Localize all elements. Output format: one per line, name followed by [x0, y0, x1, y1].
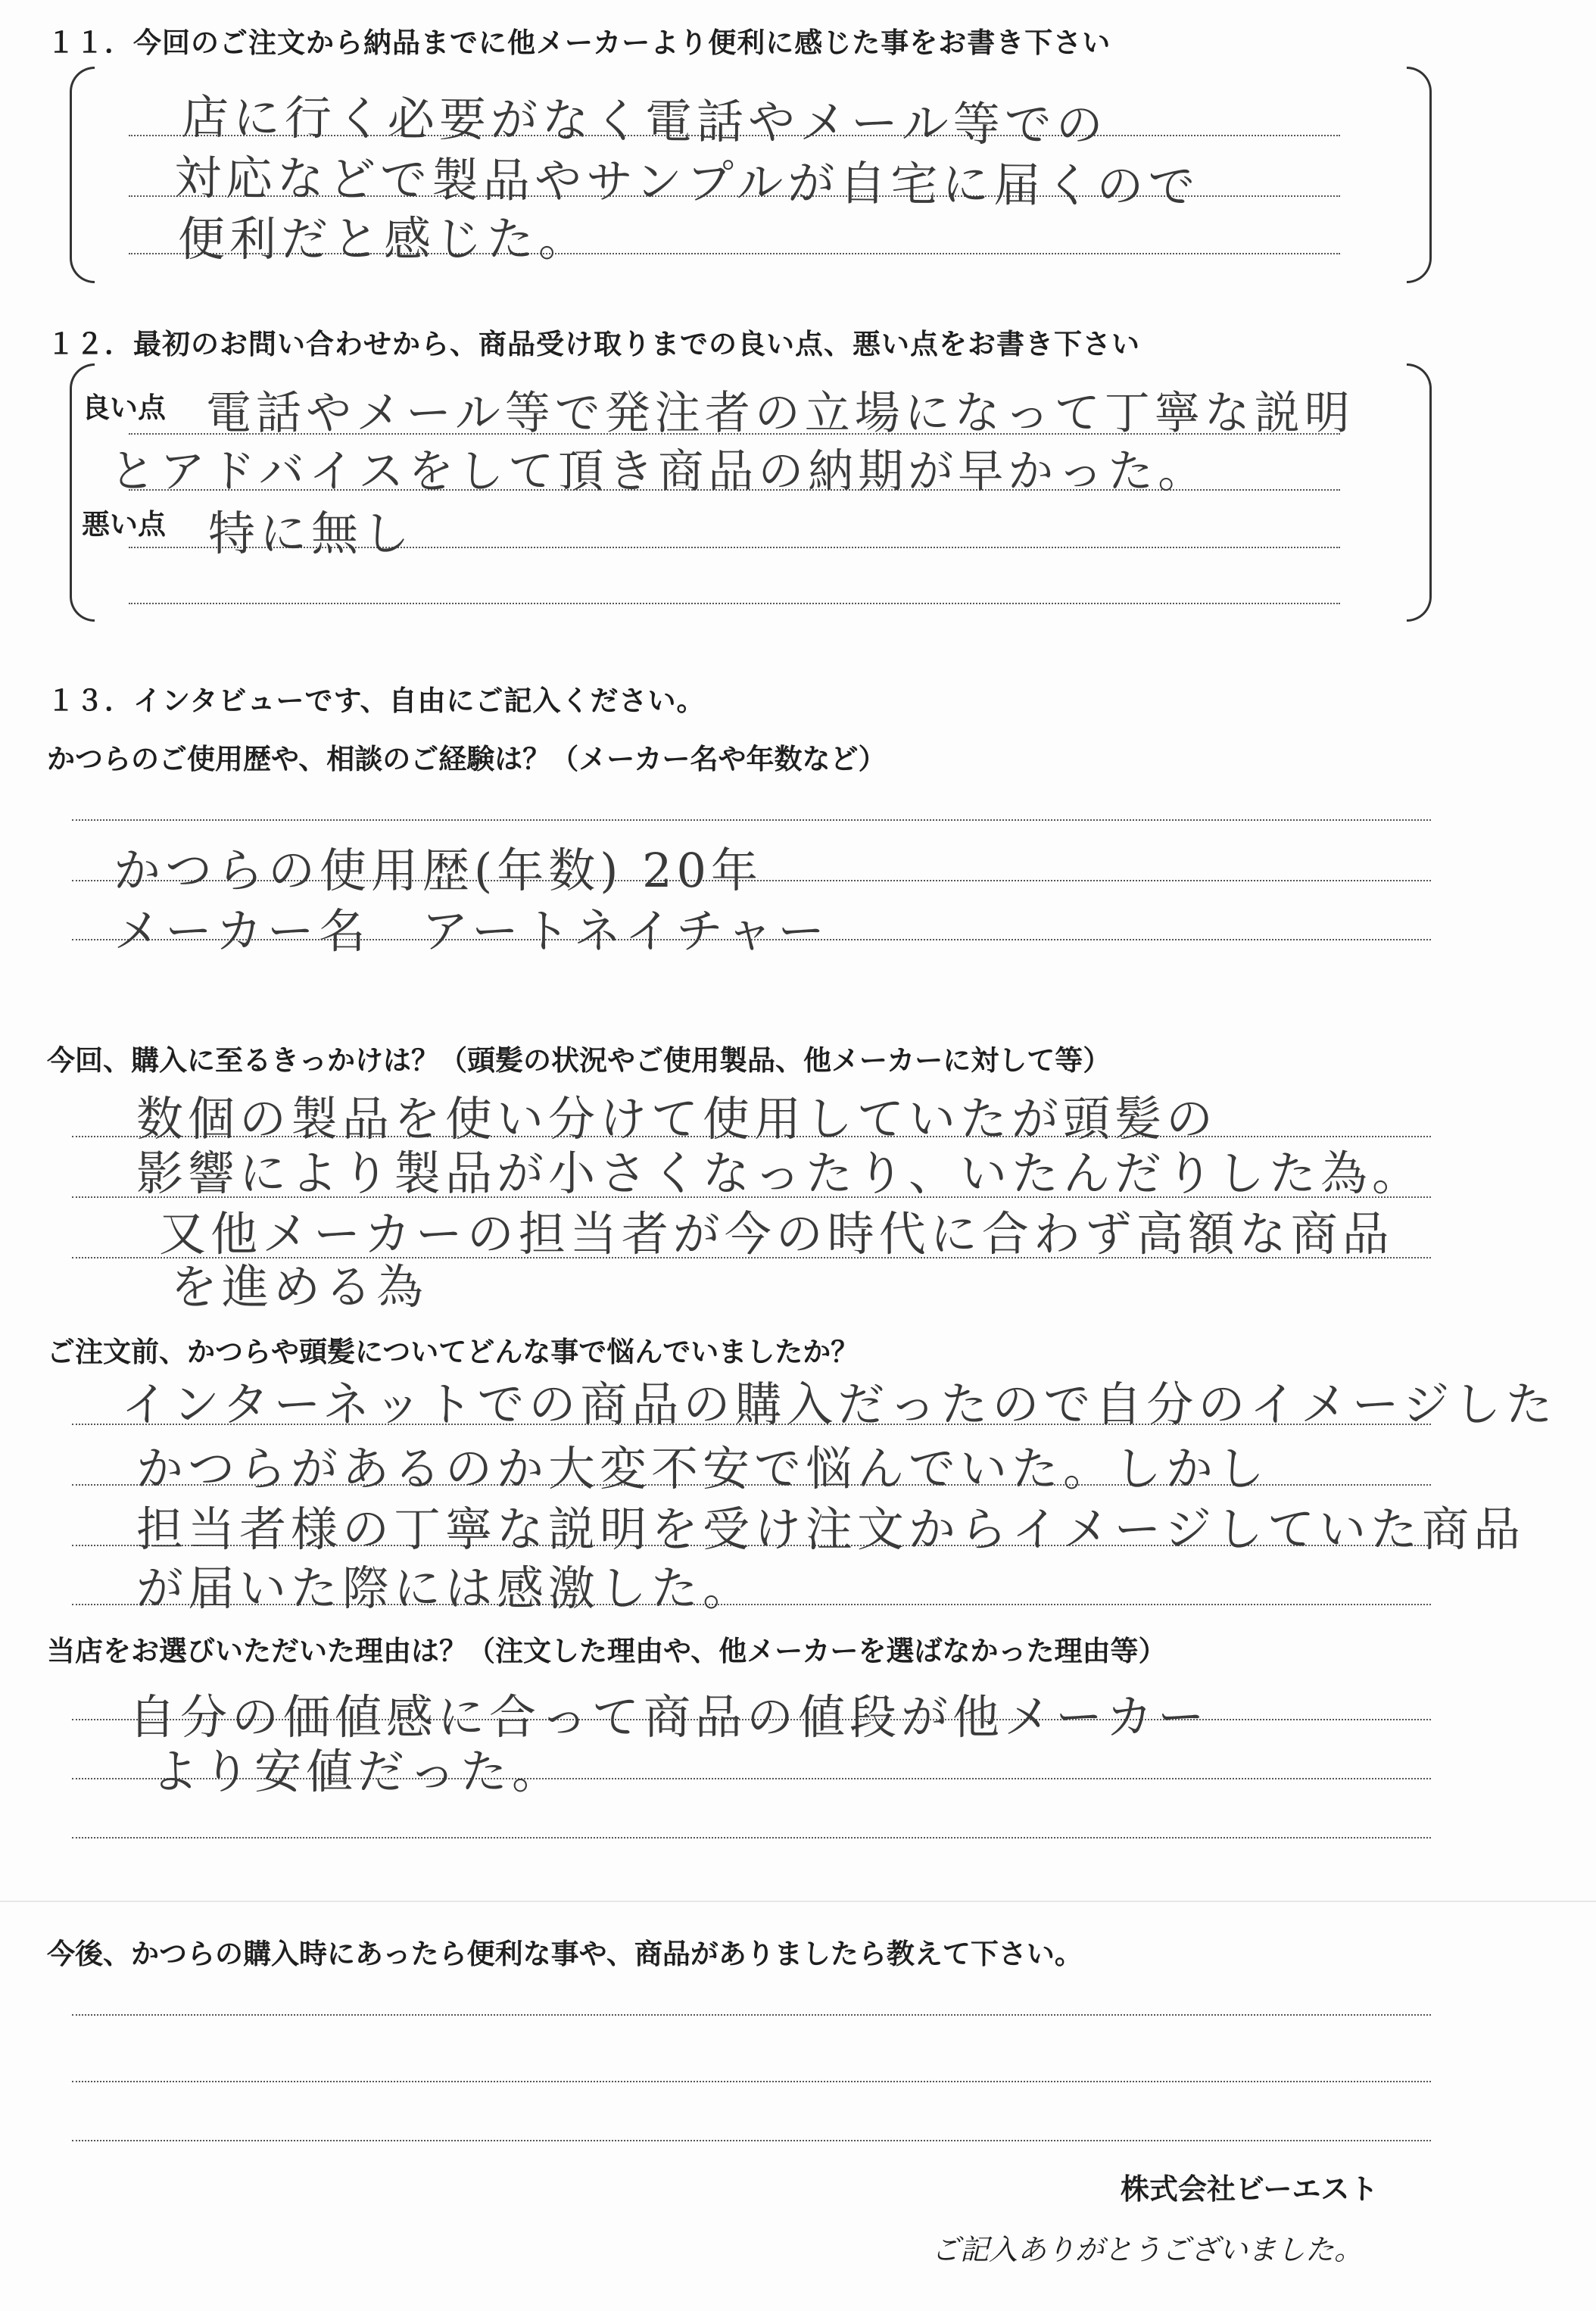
bad-point-label: 悪い点 [82, 508, 166, 541]
q11-answer-line-2: 対応などで製品やサンプルが自宅に届くので [173, 150, 1200, 214]
future-answer-line [72, 2014, 1431, 2016]
q11-title: １１．今回のご注文から納品までに他メーカーより便利に感じた事をお書き下さい [47, 27, 1111, 59]
worries-question: ご注文前、かつらや頭髪についてどんな事で悩んでいましたか？ [47, 1336, 859, 1368]
reason-answer-line-1: 自分の価値感に合って商品の値段が他メーカー [129, 1689, 1209, 1745]
reason-answer-line [72, 1837, 1431, 1839]
future-answer-line [72, 2140, 1431, 2141]
paper-fold [0, 1901, 1596, 1902]
company-name: 株式会社ビーエスト [1121, 2172, 1379, 2206]
worries-answer-line-3: 担当者様の丁寧な説明を受け注文からイメージしていた商品 [136, 1502, 1526, 1557]
reason-answer-line-2: より安値だった。 [151, 1744, 564, 1799]
q11-bracket-left [70, 67, 95, 283]
worries-answer-line-1: インターネットでの商品の購入だったので自分のイメージした [121, 1377, 1557, 1432]
q12-answer-line [129, 603, 1340, 604]
good-point-answer-line-1: 電話やメール等で発注者の立場になって丁寧な説明 [206, 387, 1354, 440]
q13-title: １３．インタビューです、自由にご記入ください。 [47, 685, 706, 717]
q11-answer-line-3: 便利だと感じた。 [178, 211, 591, 267]
bad-point-answer: 特に無し [208, 506, 415, 561]
reason-question: 当店をお選びいただいた理由は？（注文した理由や、他メーカーを選ばなかった理由等） [47, 1635, 1167, 1667]
q11-bracket-right [1407, 67, 1432, 283]
trigger-answer-line-4: を進める為 [170, 1259, 429, 1315]
q11-answer-line-1: 店に行く必要がなく電話やメール等での [181, 89, 1108, 153]
trigger-question: 今回、購入に至るきっかけは？（頭髪の状況やご使用製品、他メーカーに対して等） [47, 1044, 1111, 1077]
trigger-answer-line-3: 又他メーカーの担当者が今の時代に合わず高額な商品 [159, 1206, 1394, 1262]
thank-you-note: ご記入ありがとうございました。 [931, 2233, 1364, 2266]
q12-bracket-right [1407, 363, 1432, 622]
good-point-label: 良い点 [82, 391, 166, 424]
future-answer-line [72, 2081, 1431, 2082]
history-question: かつらのご使用歴や、相談のご経験は？（メーカー名や年数など） [47, 743, 887, 775]
history-answer-line [72, 819, 1431, 821]
q12-title: １２．最初のお問い合わせから、商品受け取りまでの良い点、悪い点をお書き下さい [47, 328, 1140, 360]
good-point-answer-line-2: とアドバイスをして頂き商品の納期が早かった。 [110, 445, 1208, 498]
future-question: 今後、かつらの購入時にあったら便利な事や、商品がありましたら教えて下さい。 [47, 1938, 1083, 1970]
trigger-answer-line-1: 数個の製品を使い分けて使用していたが頭髪の [136, 1091, 1218, 1146]
trigger-answer-line-2: 影響により製品が小さくなったり、いたんだりした為。 [136, 1146, 1424, 1201]
history-answer-line-2: メーカー名 アートネイチャー [114, 903, 830, 959]
history-answer-line-1: かつらの使用歴(年数) 20年 [114, 843, 762, 898]
worries-answer-line-2: かつらがあるのか大変不安で悩んでいた。しかし [136, 1441, 1270, 1496]
worries-answer-line-4: が届いた際には感激した。 [136, 1561, 755, 1616]
